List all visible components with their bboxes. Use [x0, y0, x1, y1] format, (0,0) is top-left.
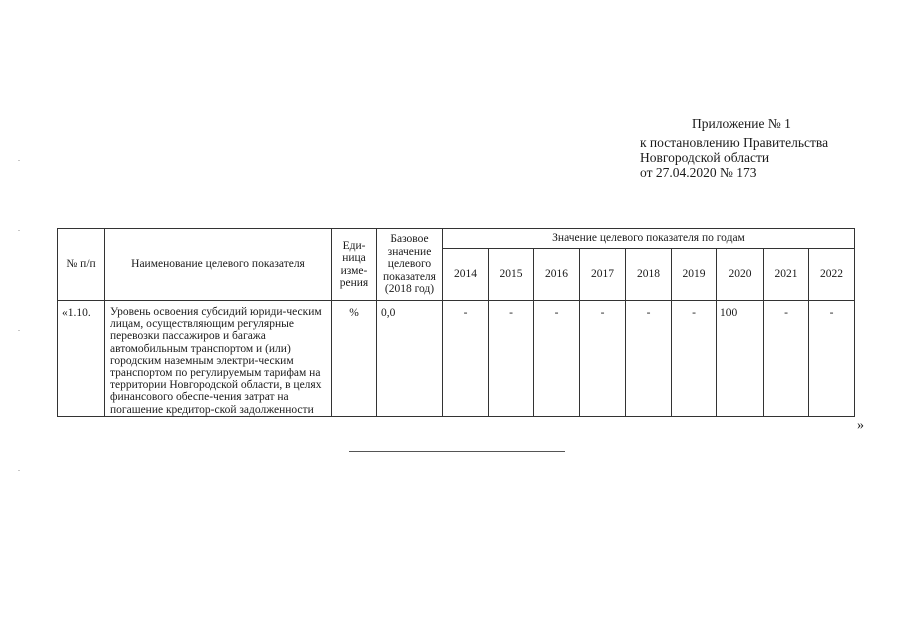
appendix-line-3: от 27.04.2020 № 173	[640, 165, 757, 180]
row-unit: %	[332, 301, 377, 417]
header-year-2021: 2021	[764, 249, 809, 301]
header-year-2015: 2015	[489, 249, 534, 301]
scan-speck	[18, 330, 20, 331]
row-base: 0,0	[377, 301, 443, 417]
appendix-line-2: Новгородской области	[640, 150, 770, 165]
table-row	[58, 301, 855, 417]
separator-line	[349, 451, 565, 452]
row-value-2018: -	[626, 301, 672, 417]
row-value-2022: -	[809, 301, 855, 417]
row-num: «1.10.	[58, 301, 105, 417]
header-years-group: Значение целевого показателя по годам	[443, 229, 855, 249]
row-value-2020: 100	[717, 301, 764, 417]
header-year-2019: 2019	[672, 249, 717, 301]
header-year-2014: 2014	[443, 249, 489, 301]
header-unit: Еди-ница изме-рения	[332, 229, 377, 301]
scan-speck	[18, 470, 20, 471]
header-name: Наименование целевого показателя	[105, 229, 332, 301]
header-base: Базовое значение целевого показателя (2018 год)	[377, 229, 443, 301]
appendix-title: Приложение № 1	[692, 116, 791, 131]
row-value-2016: -	[534, 301, 580, 417]
header-year-2018: 2018	[626, 249, 672, 301]
header-num: № п/п	[58, 229, 105, 301]
indicators-table	[57, 228, 855, 417]
appendix-header	[640, 116, 890, 180]
scan-speck	[18, 230, 20, 231]
row-value-2017: -	[580, 301, 626, 417]
scan-speck	[18, 160, 20, 161]
row-name: Уровень освоения субсидий юриди-ческим лицам, осуществляющим регулярные перевозки пассажиров и багажа автомобильным транспортом и (или) городским наземным электри-ческим транспортом по регулируемым тарифам на территории Новгородской области, в целях финансового обеспе-чения затрат на погашение кредитор-ской задолженности	[105, 301, 332, 417]
row-value-2014: -	[443, 301, 489, 417]
appendix-line-1: к постановлению Правительства	[640, 135, 829, 150]
header-year-2017: 2017	[580, 249, 626, 301]
row-value-2015: -	[489, 301, 534, 417]
closing-quote: »	[857, 418, 864, 433]
row-value-2019: -	[672, 301, 717, 417]
header-year-2020: 2020	[717, 249, 764, 301]
header-year-2016: 2016	[534, 249, 580, 301]
header-year-2022: 2022	[809, 249, 855, 301]
row-value-2021: -	[764, 301, 809, 417]
